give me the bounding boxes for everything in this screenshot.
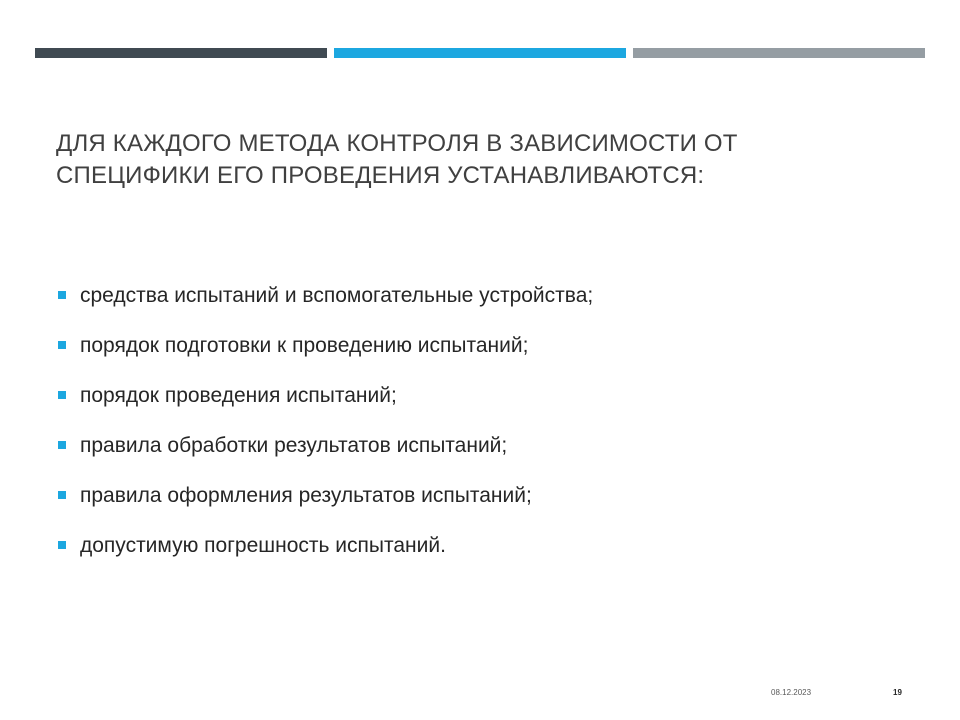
list-item-text: правила обработки результатов испытаний;: [80, 434, 508, 457]
header-bar-dark: [35, 48, 327, 58]
list-item: [56, 331, 916, 381]
list-item: [56, 281, 916, 331]
slide-title: [56, 128, 916, 192]
square-bullet-icon: [58, 541, 66, 549]
list-item-text: правила оформления результатов испытаний;: [80, 484, 532, 507]
list-item: [56, 381, 916, 431]
square-bullet-icon: [58, 491, 66, 499]
list-item-text: порядок проведения испытаний;: [80, 384, 397, 407]
square-bullet-icon: [58, 441, 66, 449]
bullet-list: [56, 281, 916, 581]
list-item: [56, 431, 916, 481]
square-bullet-icon: [58, 341, 66, 349]
square-bullet-icon: [58, 391, 66, 399]
list-item-text: порядок подготовки к проведению испытаний;: [80, 334, 529, 357]
slide-number: 19: [893, 688, 902, 697]
header-bar-blue: [334, 48, 626, 58]
slide-title-line-2: СПЕЦИФИКИ ЕГО ПРОВЕДЕНИЯ УСТАНАВЛИВАЮТСЯ:: [56, 162, 705, 189]
slide-date: 08.12.2023: [771, 688, 812, 697]
square-bullet-icon: [58, 291, 66, 299]
header-bar-gray: [633, 48, 925, 58]
list-item: [56, 481, 916, 531]
list-item-text: допустимую погрешность испытаний.: [80, 534, 446, 557]
list-item-text: средства испытаний и вспомогательные устройства;: [80, 284, 594, 307]
slide-title-line-1: ДЛЯ КАЖДОГО МЕТОДА КОНТРОЛЯ В ЗАВИСИМОСТИ ОТ: [56, 130, 738, 157]
list-item: [56, 531, 916, 581]
